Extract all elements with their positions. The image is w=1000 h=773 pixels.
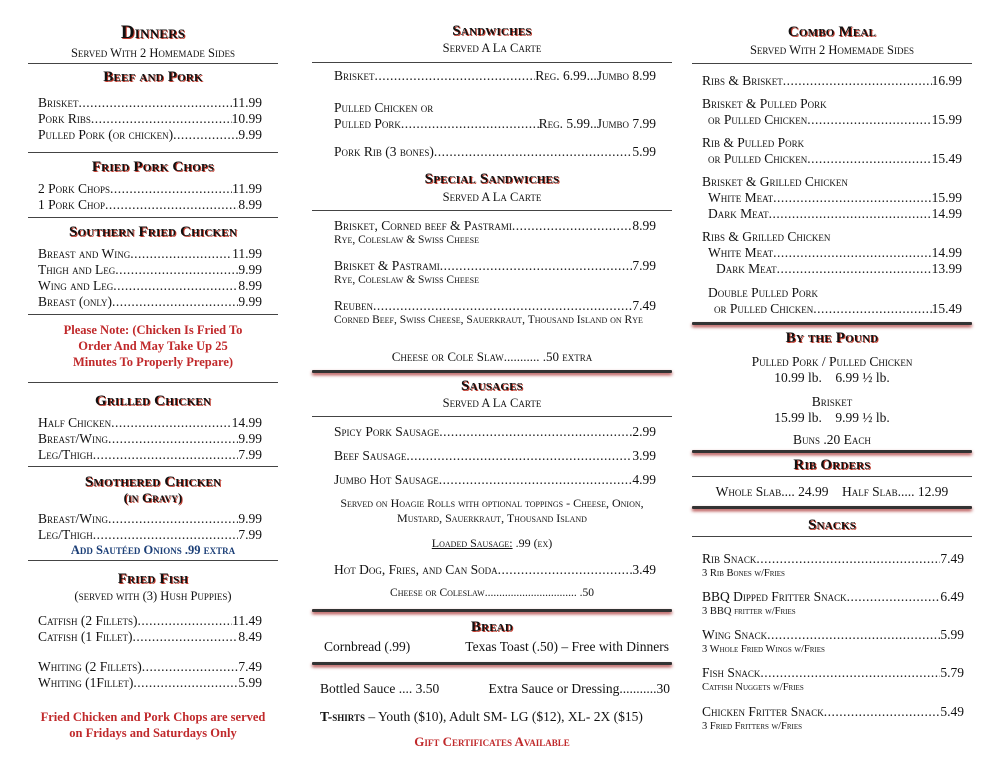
divider [28, 217, 278, 218]
smothered-chicken-list [38, 511, 262, 543]
onions-note: Add Sautéed Onions .99 extra [70, 543, 236, 557]
divider [312, 416, 672, 417]
divider [28, 382, 278, 383]
snack-item: Fish Snack ..... 5.79 Catfish Nuggets w/Fries [702, 665, 964, 694]
menu-item: Whiting (1Fillet) ..... 5.99 [38, 675, 262, 691]
menu-item-pulled: Pulled Pork ..... Reg. 5.99 .. Jumbo 7.99 [334, 116, 656, 132]
menu-item: Breast and Wing ..... 11.99 [38, 246, 262, 262]
menu-item: Thigh and Leg ..... 9.99 [38, 262, 262, 278]
sausages-title: Sausages [461, 378, 523, 394]
divider [692, 63, 972, 64]
menu-item: Breast (only) ..... 9.99 [38, 294, 262, 310]
fried-fish-list [38, 613, 262, 691]
snack-item: Chicken Fritter Snack ..... 5.49 3 Fried Fritters w/Fries [702, 704, 964, 733]
divider [28, 152, 278, 153]
menu-item: Beef Sausage ..... 3.99 [334, 448, 656, 464]
menu-item: 1 Pork Chop ..... 8.99 [38, 197, 262, 213]
menu-item: Pulled Pork (or chicken) ..... 9.99 [38, 127, 262, 143]
special-item: Brisket, Corned beef & Pastrami ..... 8.99 Rye, Coleslaw & Swiss Cheese [334, 218, 656, 247]
divider [28, 314, 278, 315]
fried-fish-title: Fried Fish [117, 571, 189, 587]
divider [692, 450, 972, 453]
menu-item: Pork Ribs ..... 10.99 [38, 111, 262, 127]
menu-item: Spicy Pork Sausage ..... 2.99 [334, 424, 656, 440]
divider [692, 506, 972, 509]
combo-item: Rib & Pulled Pork or Pulled Chicken ..... 15.49 [702, 135, 962, 167]
cheese-coleslaw-note: Cheese or Coleslaw................................ .50 [390, 587, 594, 599]
sausages-subtitle: Served A La Carte [442, 396, 542, 410]
menu-item: Breast/Wing ..... 9.99 [38, 431, 262, 447]
menu-item: Jumbo Hot Sausage ..... 4.99 [334, 472, 656, 488]
rib-orders-prices: Whole Slab.... 24.99 Half Slab..... 12.99 [715, 484, 949, 499]
dinners-subtitle: Served With 2 Homemade Sides [70, 46, 236, 60]
sauce-line: Bottled Sauce .... 3.50 Extra Sauce or Dressing...........30 [320, 681, 670, 696]
grilled-chicken-title: Grilled Chicken [94, 393, 212, 409]
combo-subtitle: Served With 2 Homemade Sides [749, 43, 915, 57]
menu-item: Whiting (2 Fillets) ..... 7.49 [38, 659, 262, 675]
sausage-list [334, 424, 656, 488]
combo-item: Double Pulled Pork or Pulled Chicken ..... 15.49 [708, 285, 962, 317]
menu-item-hotdog: Hot Dog, Fries, and Can Soda ..... 3.49 [334, 562, 656, 578]
hoagie-note: Served on Hoagie Rolls with optional toppings - Cheese, Onion, Mustard, Sauerkraut, Thousand Island [340, 496, 644, 525]
sandwiches-subtitle: Served A La Carte [442, 41, 542, 55]
menu-item: Catfish (1 Fillet) ..... 8.49 [38, 629, 262, 645]
combo-item: Ribs & Grilled Chicken White Meat ..... 14.99 Dark Meat ..... 13.99 [702, 229, 962, 277]
combo-item: Brisket & Grilled Chicken White Meat ..... 15.99 Dark Meat ..... 14.99 [702, 174, 962, 222]
gift-certificates: Gift Certificates Available [414, 734, 570, 749]
fried-pork-chops-list [38, 181, 262, 213]
fried-days-note: Fried Chicken and Pork Chops are served on Fridays and Saturdays Only [40, 710, 266, 740]
tshirts-line: T-shirts – Youth ($10), Adult SM- LG ($12), XL- 2X ($15) [320, 709, 643, 724]
divider [28, 466, 278, 467]
beef-pork-title: Beef and Pork [103, 69, 203, 85]
divider [692, 536, 972, 537]
smothered-chicken-title: Smothered Chicken [84, 474, 222, 490]
rib-orders-title: Rib Orders [793, 457, 871, 473]
menu-item-pork-rib: Pork Rib (3 bones) ..... 5.99 [334, 144, 656, 160]
snack-item: Rib Snack ..... 7.49 3 Rib Bones w/Fries [702, 551, 964, 580]
bread-title: Bread [470, 619, 514, 635]
menu-item: Wing and Leg ..... 8.99 [38, 278, 262, 294]
special-item: Brisket & Pastrami ..... 7.99 Rye, Coleslaw & Swiss Cheese [334, 258, 656, 287]
menu-item: Half Chicken ..... 14.99 [38, 415, 262, 431]
by-the-pound-info: Pulled Pork / Pulled Chicken 10.99 lb. 6.99 ½ lb. Brisket 15.99 lb. 9.99 ½ lb. Buns .20 Each [751, 354, 913, 447]
beef-pork-list [38, 95, 262, 143]
menu-item: 2 Pork Chops ..... 11.99 [38, 181, 262, 197]
divider [312, 210, 672, 211]
divider [312, 662, 672, 665]
snacks-title: Snacks [807, 517, 857, 533]
divider [312, 370, 672, 373]
fried-pork-chops-title: Fried Pork Chops [91, 159, 215, 175]
cheese-slaw-extra: Cheese or Cole Slaw........... .50 extra [391, 349, 593, 364]
menu-item-pulled-line1: Pulled Chicken or [334, 100, 434, 115]
menu-item: Ribs & Brisket ..... 16.99 [702, 73, 962, 89]
combo-item: Brisket & Pulled Pork or Pulled Chicken ..... 15.99 [702, 96, 962, 128]
divider [312, 609, 672, 612]
divider [28, 560, 278, 561]
divider [692, 476, 972, 477]
special-item: Reuben ..... 7.49 Corned Beef, Swiss Cheese, Sauerkraut, Thousand Island on Rye [334, 298, 656, 327]
menu-item-brisket: Brisket ..... Reg. 6.99 ... Jumbo 8.99 [334, 68, 656, 84]
dinners-title: Dinners [120, 22, 186, 43]
menu-item: Breast/Wing ..... 9.99 [38, 511, 262, 527]
smothered-chicken-subtitle: (in Gravy) [123, 490, 183, 505]
southern-fried-chicken-title: Southern Fried Chicken [69, 224, 237, 240]
snack-item: BBQ Dipped Fritter Snack ..... 6.49 3 BBQ fritter w/Fries [702, 589, 964, 618]
divider [28, 63, 278, 64]
fried-chicken-list [38, 246, 262, 310]
loaded-sausage: Loaded Sausage: .99 (ex) [431, 536, 553, 550]
snack-item: Wing Snack ..... 5.99 3 Whole Fried Wings w/Fries [702, 627, 964, 656]
bread-items: Cornbread (.99) Texas Toast (.50) – Free with Dinners [324, 639, 669, 654]
sandwiches-title: Sandwiches [452, 23, 532, 39]
special-sandwiches-subtitle: Served A La Carte [442, 190, 542, 204]
combo-title: Combo Meal [787, 24, 877, 40]
divider [312, 62, 672, 63]
by-the-pound-title: By the Pound [785, 330, 879, 346]
menu-item: Leg/Thigh ..... 7.99 [38, 447, 262, 463]
menu-item: Leg/Thigh ..... 7.99 [38, 527, 262, 543]
menu-item: Catfish (2 Fillets) ..... 11.49 [38, 613, 262, 629]
divider [692, 322, 972, 325]
special-sandwiches-title: Special Sandwiches [424, 171, 560, 187]
menu-item: Brisket ..... 11.99 [38, 95, 262, 111]
fried-fish-subtitle: (served with (3) Hush Puppies) [74, 589, 232, 603]
grilled-chicken-list [38, 415, 262, 463]
frying-note: Please Note: (Chicken Is Fried To Order And May Take Up 25 Minutes To Properly Prepare) [63, 323, 243, 369]
